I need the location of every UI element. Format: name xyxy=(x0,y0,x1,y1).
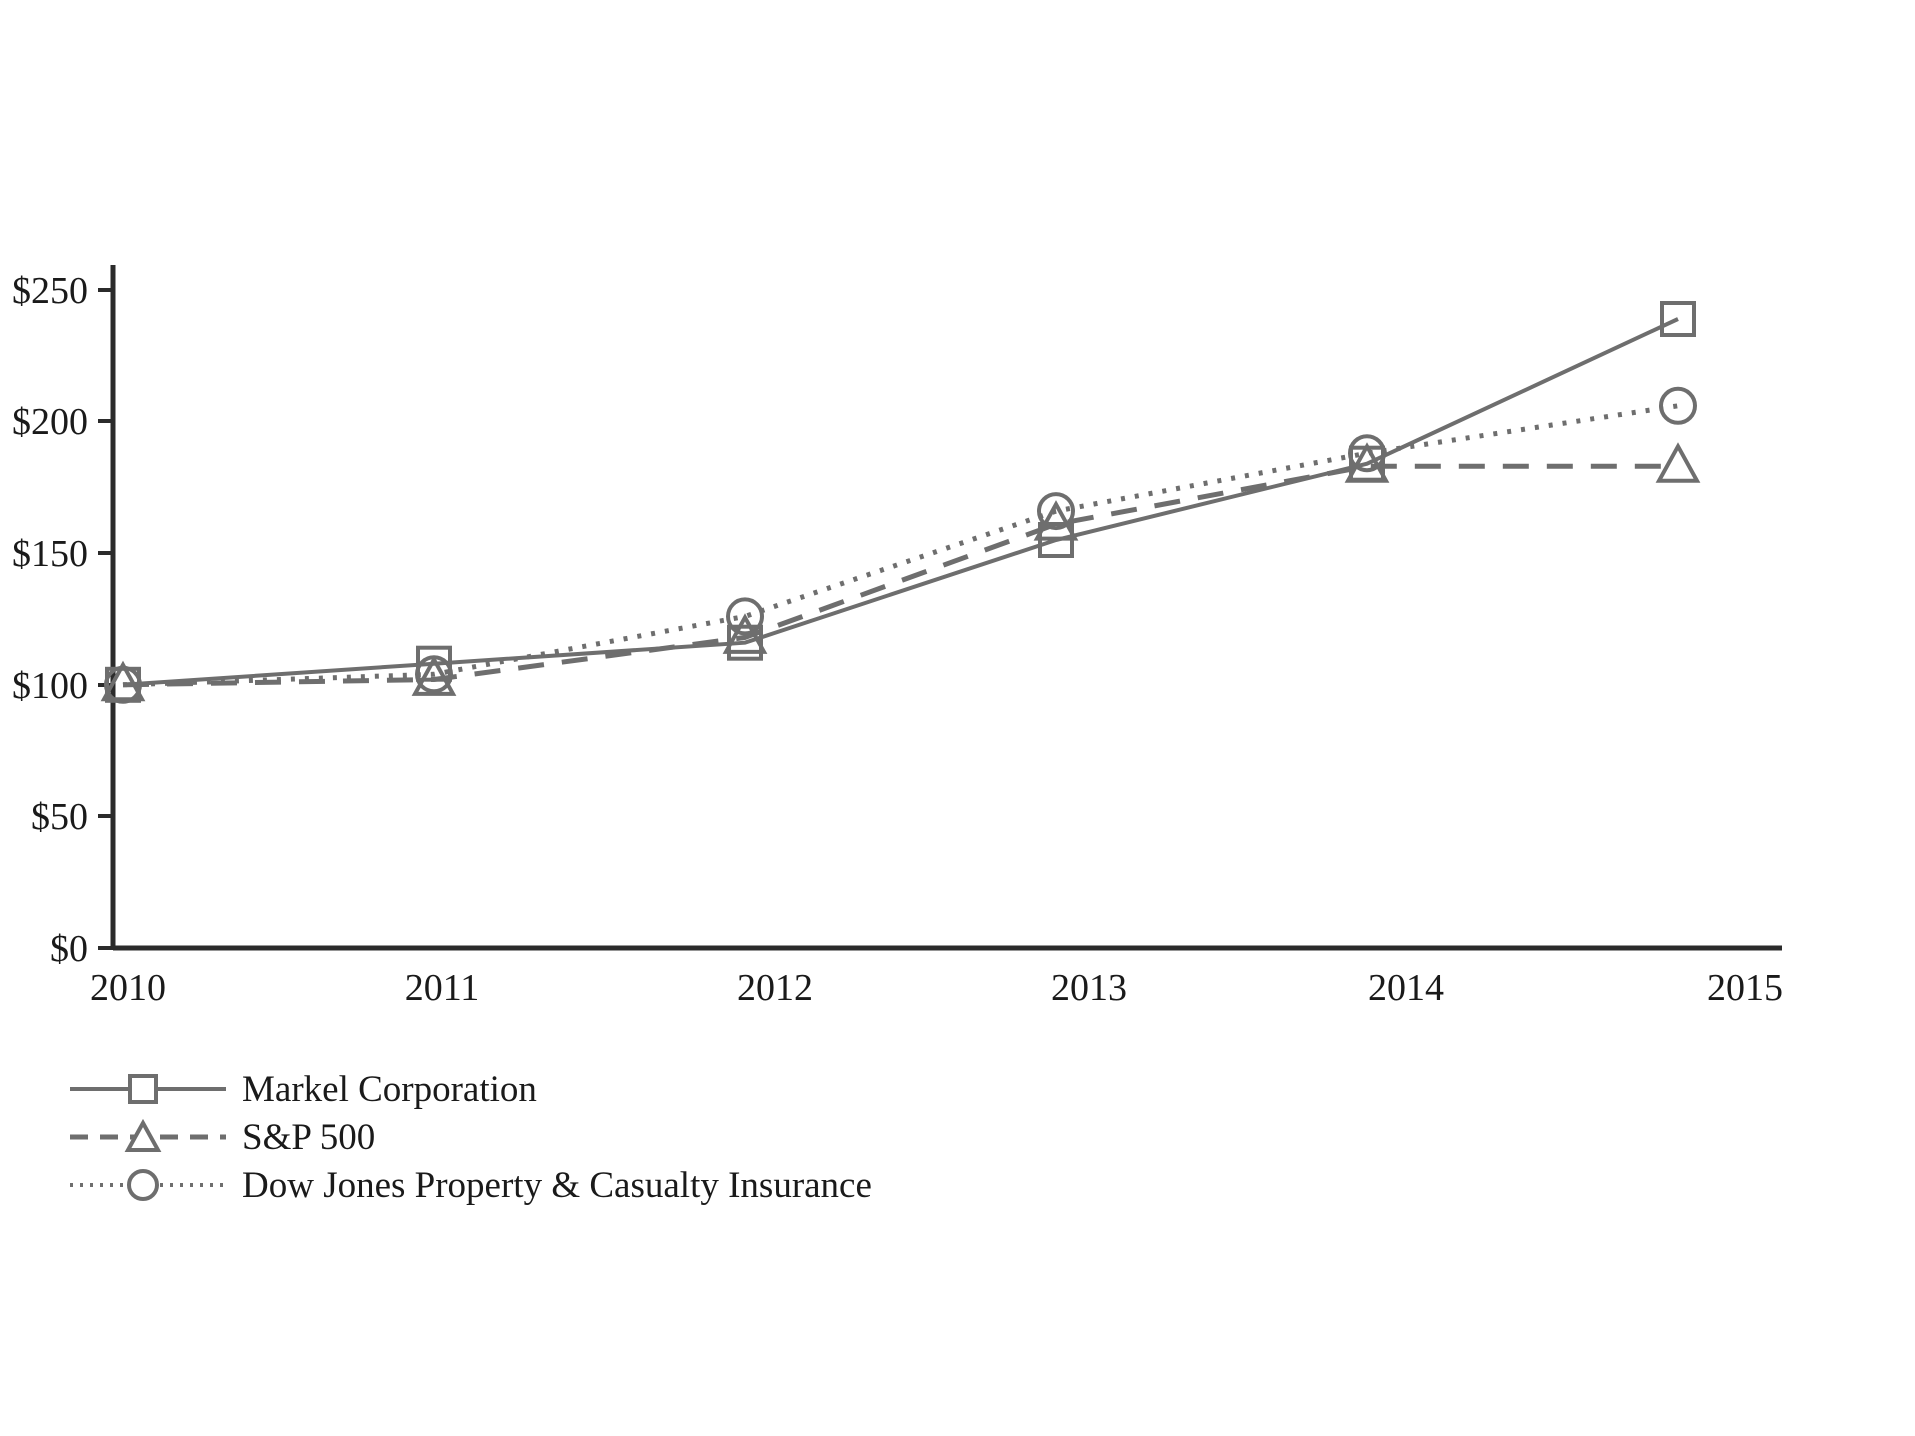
y-tick-label: $100 xyxy=(12,665,88,707)
legend-item-sp500[interactable] xyxy=(68,1113,1168,1161)
chart-series-layer xyxy=(104,303,1697,702)
y-tick-label: $250 xyxy=(12,270,88,312)
series-marker xyxy=(417,657,451,691)
x-tick-label: 2014 xyxy=(1368,967,1444,1009)
series-line xyxy=(123,319,1678,685)
x-tick-label: 2011 xyxy=(404,967,480,1009)
y-tick-label: $150 xyxy=(12,533,88,575)
y-tick-label: $0 xyxy=(50,928,88,970)
series-marker xyxy=(1039,494,1073,528)
chart-legend xyxy=(68,1065,1168,1209)
series-marker xyxy=(1659,446,1697,480)
legend-label: Markel Corporation xyxy=(242,1068,537,1110)
y-axis-tick-labels xyxy=(12,270,88,970)
legend-swatch-dashed-triangle xyxy=(68,1117,228,1157)
legend-item-markel[interactable] xyxy=(68,1065,1168,1113)
x-tick-label: 2012 xyxy=(737,967,813,1009)
x-tick-label: 2015 xyxy=(1707,967,1783,1009)
x-tick-label: 2013 xyxy=(1051,967,1127,1009)
legend-label: S&P 500 xyxy=(242,1116,376,1158)
legend-swatch-dotted-circle xyxy=(68,1165,228,1205)
series-line xyxy=(123,406,1678,685)
legend-label: Dow Jones Property & Casualty Insurance xyxy=(242,1164,872,1206)
legend-swatch-solid-square xyxy=(68,1069,228,1109)
series-marker xyxy=(1661,389,1695,423)
y-tick-label: $200 xyxy=(12,401,88,443)
series-marker xyxy=(106,668,140,702)
chart-axes xyxy=(98,265,1782,948)
series-marker xyxy=(728,599,762,633)
x-tick-label: 2010 xyxy=(90,967,166,1009)
series-line xyxy=(123,466,1678,685)
legend-item-dj-property-casualty[interactable] xyxy=(68,1161,1168,1209)
series-marker xyxy=(1350,436,1384,470)
x-axis-tick-labels xyxy=(90,967,1783,1009)
y-tick-label: $50 xyxy=(31,796,88,838)
series-marker xyxy=(1662,303,1694,335)
